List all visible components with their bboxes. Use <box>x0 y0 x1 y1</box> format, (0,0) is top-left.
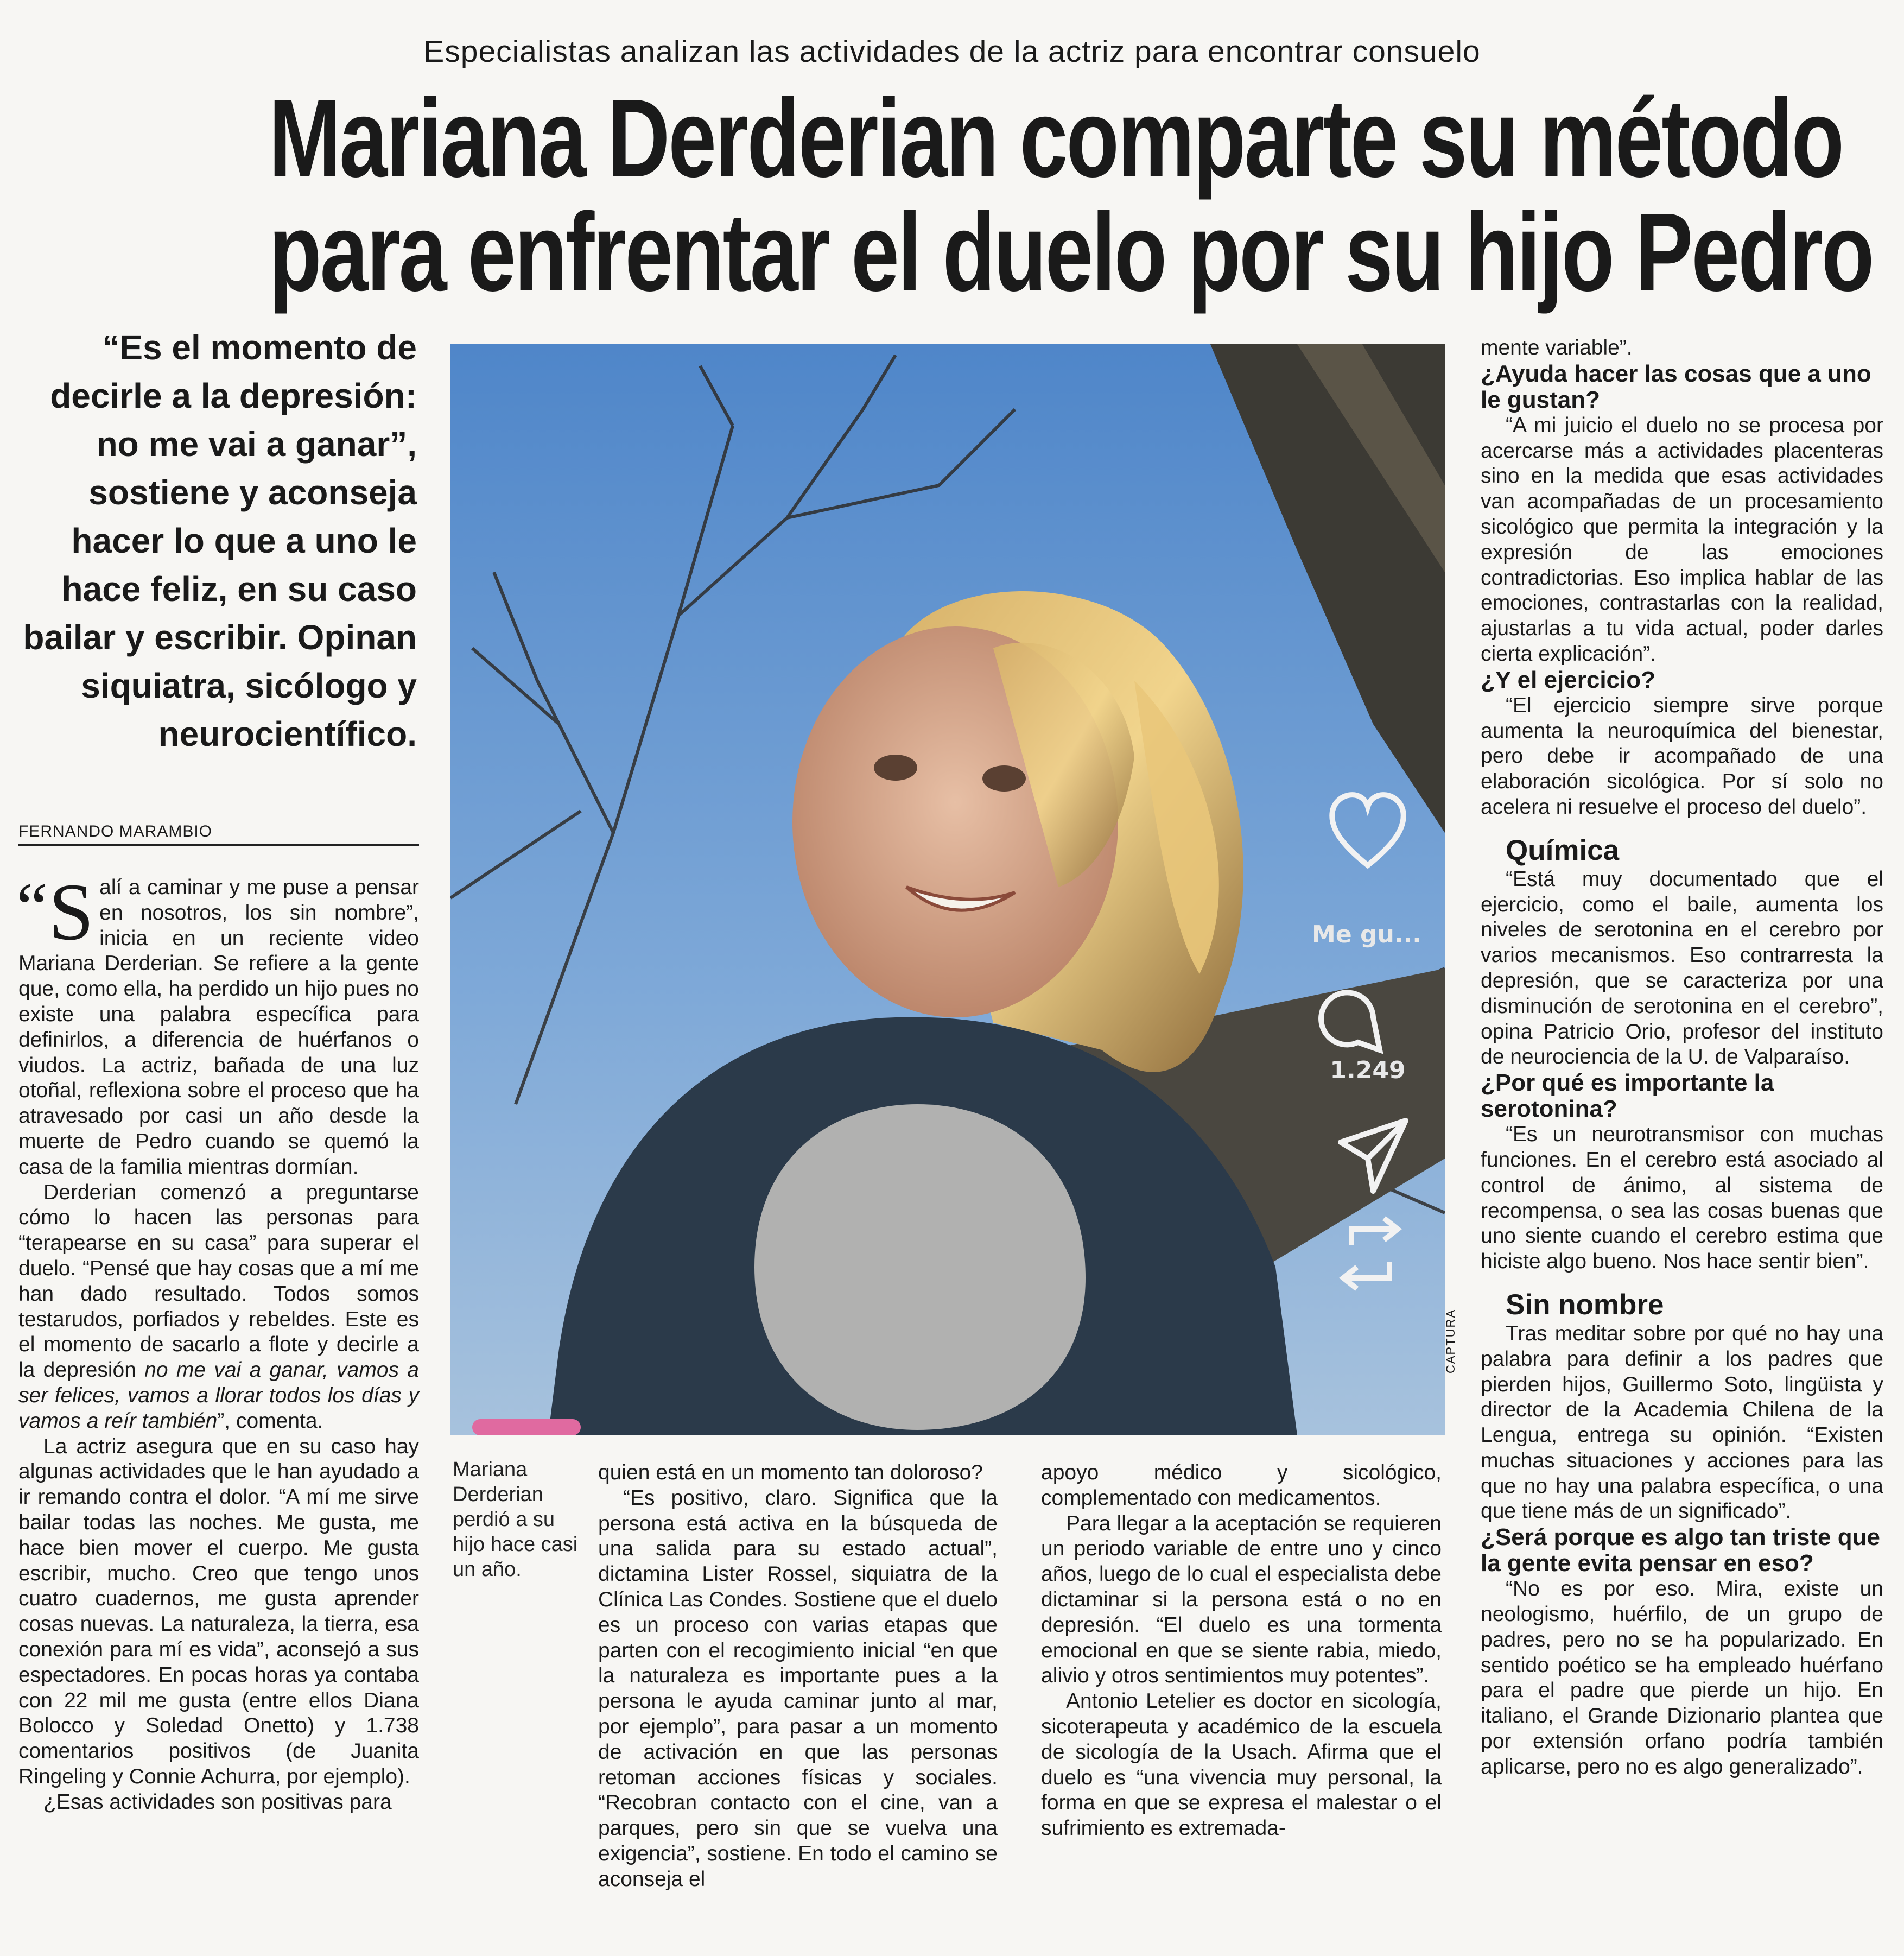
interview-question: ¿Por qué es importante la serotonina? <box>1481 1069 1774 1123</box>
interview-question: ¿Ayuda hacer las cosas que a uno le gustan? <box>1481 360 1871 413</box>
section-heading: Química <box>1506 834 1620 866</box>
paragraph <box>18 1180 419 1434</box>
paragraph: Antonio Letelier es doctor en sicología, sicoterapeuta y académico de la escuela de sicología de la Usach. Afirma que el duelo es “una vivencia muy personal, la forma en que se expresa el malestar o el sufrimiento es extremada- <box>1041 1689 1442 1840</box>
photo-credit: CAPTURA <box>1444 1308 1457 1373</box>
paragraph: Para llegar a la aceptación se requieren un periodo variable de entre uno y cinco años, luego de lo cual el especialista debe dictaminar si la persona está o no en depresión. “El duelo es una tormenta emocional en que se siente rabia, miedo, alivio y otros sentimientos muy potentes”. <box>1041 1511 1442 1688</box>
paragraph: “Es un neurotransmisor con muchas funciones. En el cerebro está asociado al control de ánimo, al sistema de recompensa, o sea las cosas buenas que uno siente cuando el cerebro estima que hiciste algo bueno. Nos hace sentir bien”. <box>1481 1123 1883 1274</box>
paragraph: “Es positivo, claro. Significa que la persona está activa en la búsqueda de una salida para su estado actual”, dictamina Lister Rossel, siquiatra de la Clínica Las Condes. Sostiene que el duelo es un proceso con varias etapas que parten con el recogimiento inicial “en que la naturaleza es importante pues a la persona le ayuda caminar junto al mar, por ejemplo”, para pasar a un momento de activación en que las personas retoman acciones físicas y sociales. “Recobran contacto con el cine, van a parques, pero sin que se vuelva una exigencia”, sostiene. En todo el camino se aconseja el <box>598 1486 998 1891</box>
paragraph-text: Derderian comenzó a preguntarse cómo lo hacen las personas para “terapearse en su casa” para superar el duelo. “Pensé que hay cosas que a mí me han dado resultado. Todos somos testarudos, porfiados y rebeldes. Este es el momento de sacarlo a flote y decirle a la depresión <box>18 1180 419 1382</box>
like-label: Me gu... <box>1312 921 1421 948</box>
headline-line-2: para enfrentar el duelo por su hijo Pedro <box>269 190 1873 314</box>
photo-caption: Mariana Derderian perdió a su hijo hace casi un año. <box>453 1458 578 1581</box>
byline: FERNANDO MARAMBIO <box>18 822 419 846</box>
paragraph: “No es por eso. Mira, existe un neologismo, huérfilo, de un grupo de padres, pero no se ha popularizado. En sentido poético se ha empleado huérfano para el padre que pierde un hijo. En italiano, el Grande Dizionario plantea que por extensión orfano podría también aplicarse, pero no es algo generalizado”. <box>1481 1577 1883 1778</box>
interview-question: ¿Y el ejercicio? <box>1481 666 1656 693</box>
interview-question: ¿Será porque es algo tan triste que la gente evita pensar en eso? <box>1481 1524 1880 1577</box>
paragraph-lead <box>16 867 419 1180</box>
paragraph: quien está en un momento tan doloroso? <box>598 1461 983 1484</box>
paragraph: “El ejercicio siempre sirve porque aumenta la neuroquímica del bienestar, pero debe ir acompañado de una elaboración sicológica. Por sí solo no acelera ni resuelve el proceso del duelo”. <box>1481 693 1883 819</box>
paragraph: “A mi juicio el duelo no se procesa por acercarse más a actividades placenteras sino en la medida que esas actividades van acompañadas de un procesamiento sicológico que permita la integración y la expresión de las emociones contradictorias. Eso implica hablar de las emociones, contrastarlas con la realidad, ajustarlas a tu vida actual, poder darles cierta explicación”. <box>1481 413 1883 666</box>
column-1 <box>16 867 419 1815</box>
photo-illustration <box>450 344 1445 1435</box>
emphasized-quote: no me vai a ganar, vamos a ser felices, vamos a llorar todos los días y vamos a reír también <box>18 1358 419 1433</box>
paragraph-lead-text: alí a caminar y me puse a pensar en nosotros, los sin nombre”, inicia en un reciente video Mariana Derderian. Se refiere a la gente que, como ella, ha perdido un hijo pues no existe una palabra específica para definirlos, a diferencia de huérfanos o viudos. La actriz, bañada de una luz otoñal, reflexiona sobre el proceso que ha atravesado por casi un año desde la muerte de Pedro cuando se quemó la casa de la familia mientras dormían. <box>18 876 419 1179</box>
paragraph: apoyo médico y sicológico, complementado con medicamentos. <box>1041 1461 1442 1510</box>
section-heading: Sin nombre <box>1506 1288 1664 1321</box>
paragraph-text: ”, comenta. <box>217 1409 323 1433</box>
drop-cap: S <box>48 867 94 957</box>
article-photo <box>450 344 1445 1435</box>
headline-line-1: Mariana Derderian comparte su método <box>269 76 1843 200</box>
paragraph: Tras meditar sobre por qué no hay una palabra para definir a los padres que pierden hijos, Guillermo Soto, lingüista y director de la Academia Chilena de la Lengua, entrega su opinión. “Existen muchas situaciones y acciones para las que no hay una palabra específica, o una que tiene más de un significado”. <box>1481 1321 1883 1523</box>
drop-quote: “ <box>16 869 48 947</box>
column-4 <box>1481 336 1883 1780</box>
article-headline <box>269 76 1873 314</box>
article-kicker: Especialistas analizan las actividades de la actriz para encontrar consuelo <box>423 34 1481 69</box>
paragraph: ¿Esas actividades son positivas para <box>43 1790 392 1814</box>
comment-count: 1.249 <box>1330 1056 1406 1084</box>
paragraph: La actriz asegura que en su caso hay algunas actividades que le han ayudado a ir remando contra el dolor. “A mí me sirve bailar todas las noches. Me gusta, me hace bien mover el cuerpo. Me gusta escribir, mucho. Creo que tengo unos cuatro cuadernos, me gusta aprender cosas nuevas. La naturaleza, la tierra, esa conexión para mí es vida”, aconsejó a sus espectadores. En pocas horas ya contaba con 22 mil me gusta (entre ellos Diana Bolocco y Soledad Onetto) y 1.738 comentarios positivos (de Juanita Ringeling y Connie Achurra, por ejemplo). <box>18 1434 419 1788</box>
column-3 <box>1041 1460 1442 1841</box>
paragraph: mente variable”. <box>1481 336 1633 359</box>
paragraph: “Está muy documentado que el ejercicio, como el baile, aumenta los niveles de serotonina en el cerebro por varios mecanismos. Eso contrarresta la depresión, que se caracteriza por una disminución de serotonina en el cerebro”, opina Patricio Orio, profesor del instituto de neurociencia de la U. de Valparaíso. <box>1481 867 1883 1069</box>
column-2 <box>598 1460 998 1892</box>
article-bajada: “Es el momento de decirle a la depresión: no me vai a ganar”, sostiene y aconseja hacer lo que a uno le hace feliz, en su caso bailar y escribir. Opinan siquiatra, sicólogo y neurocientífico. <box>23 328 417 754</box>
